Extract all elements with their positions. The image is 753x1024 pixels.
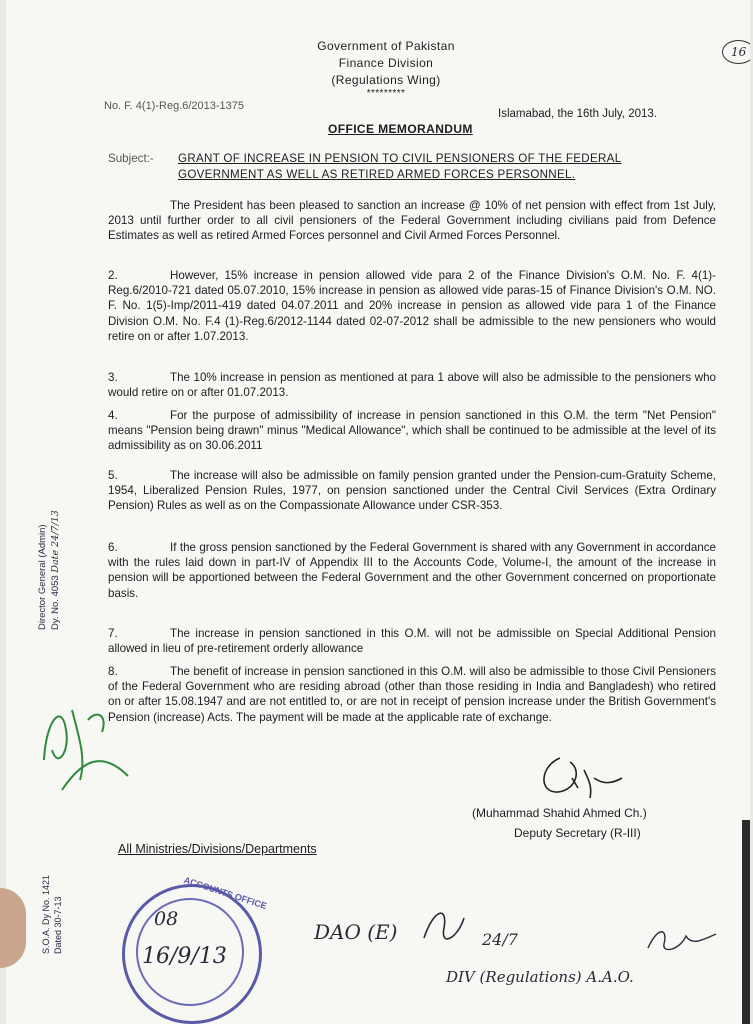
receipt-stamp-soa: S.O.A. Dy No. 1421 Dated 30-7-13	[41, 874, 63, 954]
signatory-name: (Muhammad Shahid Ahmed Ch.)	[472, 806, 647, 820]
green-ink-annotation	[32, 680, 142, 800]
reference-number: No. F. 4(1)-Reg.6/2013-1375	[104, 100, 245, 112]
header-division: Finance Division	[338, 56, 434, 70]
paragraph-3: 3. The 10% increase in pension as mentioned at para 1 above will also be admissible to the pensioners who would retire on or after 01.07.2013.	[108, 371, 716, 400]
handwritten-note-3: DIV (Regulations) A.A.O.	[446, 968, 634, 986]
header-wing: (Regulations Wing)	[331, 73, 441, 87]
header-govt: Government of Pakistan	[317, 39, 455, 53]
scan-edge-shadow	[742, 820, 750, 1024]
paragraph-5: 5. The increase will also be admissible on family pension granted under the Pension-cum-Gratuity Scheme, 1954, Liberalized Pension Rules, 1977, on pension sanctioned under the Central Civil Services (Extra Ordinary Pension) Rules as well as on the Compassionate Allowance under CSR-353.	[108, 469, 716, 513]
receipt-stamp-dg: Director General (Admin) Dy. No. 4053 Date 24/7/13	[37, 510, 61, 630]
subject-label: Subject:-	[108, 152, 154, 165]
memo-date: Islamabad, the 16th July, 2013.	[498, 108, 657, 120]
stamp-number: 08	[154, 908, 179, 930]
memo-title: OFFICE MEMORANDUM	[328, 122, 473, 136]
paragraph-4: 4. For the purpose of admissibility of increase in pension sanctioned in this O.M. the term "Net Pension" means "Pension being drawn" minus "Medical Allowance", which shall be continued to be admissible at the level of its admissibility as on 30.06.2011	[108, 409, 716, 453]
stamp-date: 16/9/13	[142, 944, 227, 969]
signatory-designation: Deputy Secretary (R-III)	[514, 826, 641, 840]
paragraph-2: 2. However, 15% increase in pension allowed vide para 2 of the Finance Division's O.M. No. F. 4(1)-Reg.6/2010-721 dated 05.07.2010, 15% increase in pension as allowed vide paras-15 of Finance Division's O.M. NO. F. No. 1(5)-Imp/2011-419 dated 04.07.2011 and 20% increase in pension as allowed vide para 1 of the Finance Division O.M. No. F.4 (1)-Reg.6/2012-1144 dated 02-07-2012 shall be admissible to the new pensioners who would retire on or after 1.07.2013.	[108, 269, 716, 343]
memo-page	[6, 0, 750, 1024]
paragraph-8: 8. The benefit of increase in pension sanctioned in this O.M. will also be admissible to those Civil Pensioners of the Federal Government who are residing abroad (other than those residing in India and Bangladesh) who retired on or after 15.08.1947 and are not entitled to, or are not in receipt of pension increase under the British Government's Pension (increase) Acts. The payment will be made at the applicable rate of exchange.	[108, 665, 716, 724]
subject-line-2: GOVERNMENT AS WELL AS RETIRED ARMED FORCES PERSONNEL.	[178, 168, 576, 181]
handwritten-note-1: DAO (E)	[314, 920, 398, 944]
stamp-text: ACCOUNTS OFFICE	[182, 874, 268, 912]
paragraph-7: 7. The increase in pension sanctioned in this O.M. will not be admissible on Special Additional Pension allowed in lieu of pre-retirement orderly allowance	[108, 627, 716, 656]
handwritten-note-2: 24/7	[482, 930, 518, 949]
initials-scribble	[414, 898, 474, 958]
subject-line-1: GRANT OF INCREASE IN PENSION TO CIVIL PENSIONERS OF THE FEDERAL	[178, 152, 622, 165]
paragraph-6: 6. If the gross pension sanctioned by the Federal Government is shared with any Government in accordance with the rules laid down in part-IV of Appendix III to the Accounts Code, Volume-I, the amount of the increase in pension will be apportioned between the Federal Government and the other Government concerned on proportionate basis.	[108, 541, 716, 600]
header-stars: *********	[366, 88, 406, 99]
distribution-line: All Ministries/Divisions/Departments	[118, 842, 317, 856]
signature-scribble-right	[642, 920, 722, 960]
signature-mark	[530, 748, 630, 806]
paragraph-1: The President has been pleased to sanction an increase @ 10% of net pension with effect from 1st July, 2013 until further order to all civil pensioners of the Federal Government including civilians paid from Defence Estimates as well as retired Armed Forces personnel and Civil Armed Forces Personnel.	[108, 199, 716, 243]
corner-page-note: 16	[722, 40, 750, 64]
